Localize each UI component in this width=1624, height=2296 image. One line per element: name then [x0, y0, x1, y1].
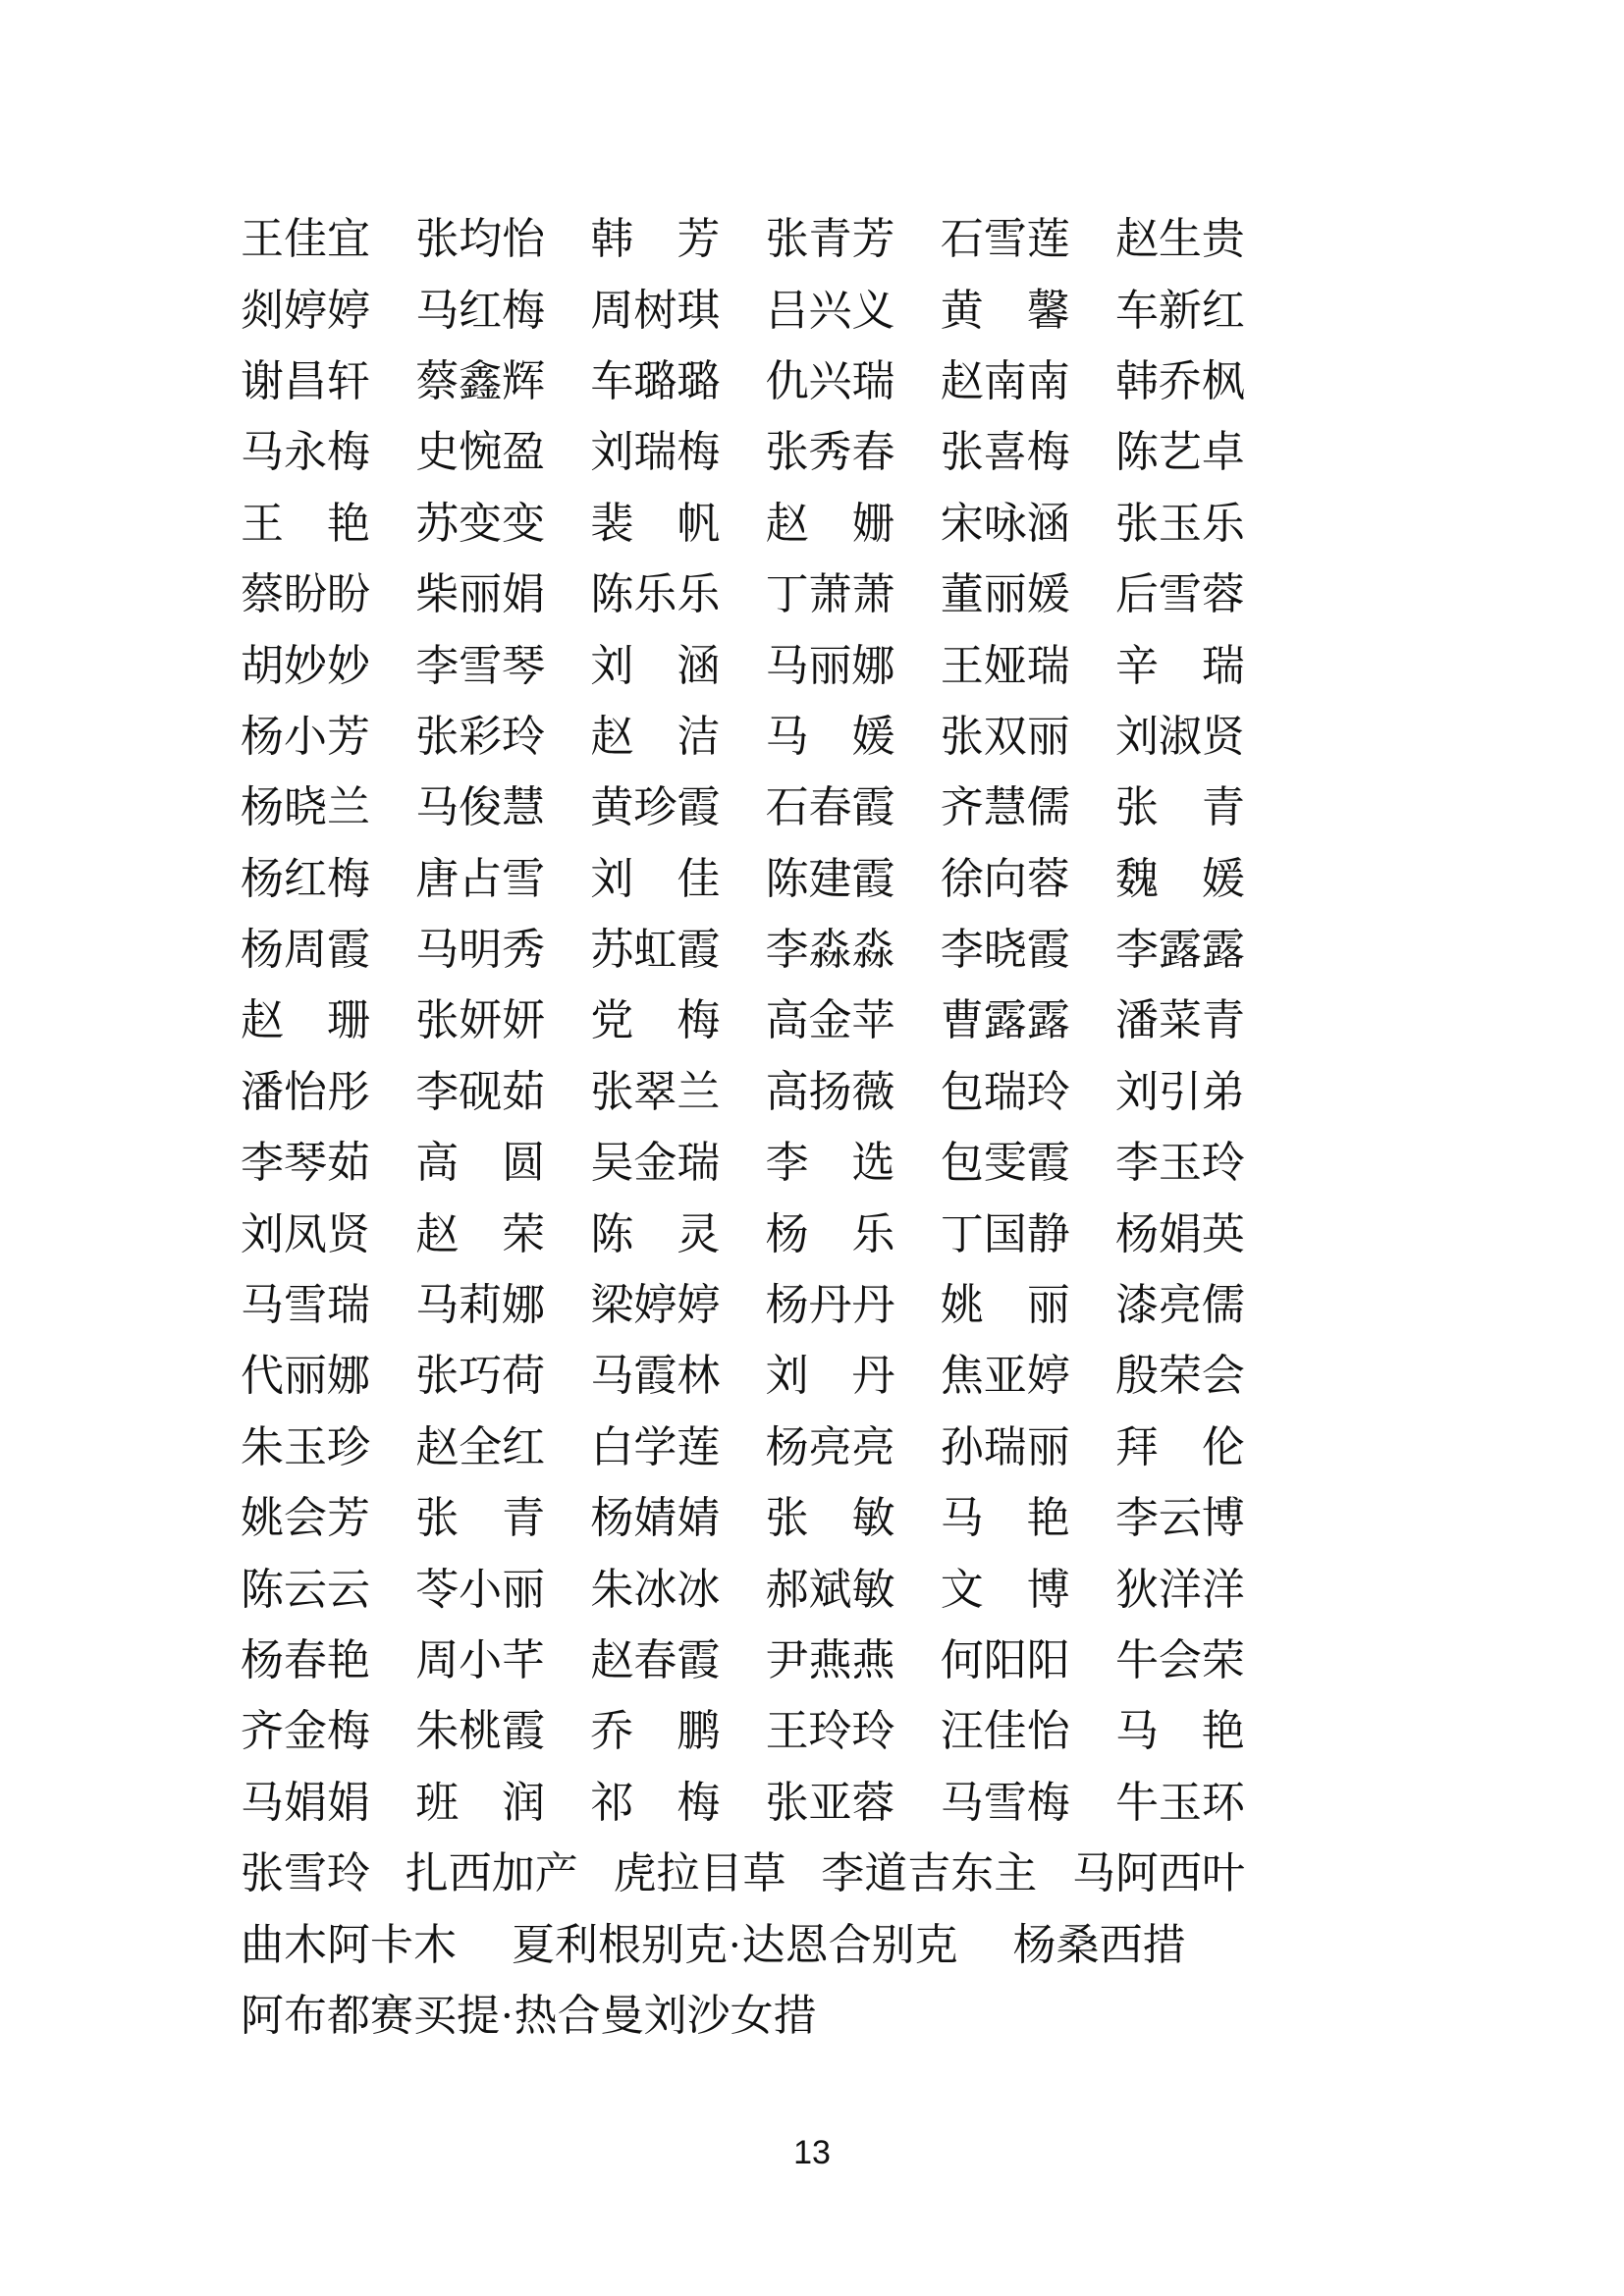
name-cell: 李道吉东主: [821, 1849, 1038, 1898]
name-cell: 孙瑞丽: [940, 1422, 1070, 1471]
name-cell: 杨 乐: [765, 1209, 895, 1258]
name-cell: 韩乔枫: [1114, 356, 1245, 405]
name-cell: 马霞林: [590, 1352, 721, 1401]
name-cell: 苏虹霞: [590, 926, 721, 975]
name-cell: 马红梅: [415, 286, 546, 335]
names-grid: [241, 204, 1245, 1839]
grid-row: [241, 347, 1245, 417]
name-cell: 陈建霞: [765, 854, 895, 903]
name-cell: 狄洋洋: [1114, 1565, 1245, 1614]
name-cell: 赵 荣: [415, 1209, 546, 1258]
name-cell: 刘 涵: [590, 641, 721, 690]
name-cell: 杨周霞: [241, 926, 370, 975]
name-cell: 史惋盈: [415, 428, 546, 477]
wide-row: [241, 1981, 1245, 2052]
grid-row: [241, 630, 1245, 701]
name-cell: 周树琪: [590, 286, 721, 335]
name-cell: 尹燕燕: [765, 1636, 895, 1684]
name-cell: 赵南南: [940, 356, 1070, 405]
name-cell: 拜 伦: [1114, 1422, 1245, 1471]
grid-row: [241, 275, 1245, 346]
name-cell: 赵 珊: [241, 996, 370, 1045]
name-cell: 何阳阳: [940, 1636, 1070, 1684]
name-cell: 马俊慧: [415, 783, 546, 832]
name-cell: 李露露: [1114, 926, 1245, 975]
name-cell: 马雪梅: [940, 1778, 1070, 1827]
name-cell: 牛玉环: [1114, 1778, 1245, 1827]
name-cell: 魏 媛: [1114, 854, 1245, 903]
name-cell: 陈艺卓: [1114, 428, 1245, 477]
name-cell: 张彩玲: [415, 712, 546, 761]
name-cell: 朱桃霞: [415, 1707, 546, 1756]
name-cell: 潘怡彤: [241, 1067, 370, 1116]
wide-row: [241, 1909, 1245, 1980]
name-cell: 齐金梅: [241, 1707, 370, 1756]
name-cell: 李砚茹: [415, 1067, 546, 1116]
name-cell: 刘凤贤: [241, 1209, 370, 1258]
name-cell: 徐向蓉: [940, 854, 1070, 903]
name-cell: 李雪琴: [415, 641, 546, 690]
name-cell: 柴丽娟: [415, 570, 546, 619]
grid-row: [241, 1483, 1245, 1554]
name-cell: 张喜梅: [940, 428, 1070, 477]
name-cell: 谢昌轩: [241, 356, 370, 405]
name-cell: 刘 佳: [590, 854, 721, 903]
grid-row: [241, 1768, 1245, 1839]
name-cell: 高金苹: [765, 996, 895, 1045]
grid-row: [241, 915, 1245, 986]
grid-row: [241, 1413, 1245, 1483]
name-cell: 丁国静: [940, 1209, 1070, 1258]
name-cell: 陈云云: [241, 1565, 370, 1614]
name-cell: 王娅瑞: [940, 641, 1070, 690]
name-cell: 赵生贵: [1114, 215, 1245, 264]
name-cell: 曹露露: [940, 996, 1070, 1045]
name-cell: 李晓霞: [940, 926, 1070, 975]
name-cell: 苓小丽: [415, 1565, 546, 1614]
name-cell: 祁 梅: [590, 1778, 721, 1827]
name-cell: 漆亮儒: [1114, 1281, 1245, 1330]
name-cell: 张翠兰: [590, 1067, 721, 1116]
grid-row: [241, 1554, 1245, 1625]
name-cell: 黄珍霞: [590, 783, 721, 832]
name-cell: 马明秀: [415, 926, 546, 975]
name-cell: 张双丽: [940, 712, 1070, 761]
name-cell: 文 博: [940, 1565, 1070, 1614]
name-cell: 赵 洁: [590, 712, 721, 761]
name-cell: 代丽娜: [241, 1352, 370, 1401]
grid-row: [241, 1057, 1245, 1128]
name-cell: 杨小芳: [241, 712, 370, 761]
name-cell: 齐慧儒: [940, 783, 1070, 832]
name-cell: 杨娟英: [1114, 1209, 1245, 1258]
name-cell: 辛 瑞: [1114, 641, 1245, 690]
name-cell: 马娟娟: [241, 1778, 370, 1827]
name-cell: 杨丹丹: [765, 1281, 895, 1330]
name-cell: 白学莲: [590, 1422, 721, 1471]
name-cell: 唐占雪: [415, 854, 546, 903]
name-cell: 石春霞: [765, 783, 895, 832]
name-cell: 刘瑞梅: [590, 428, 721, 477]
grid-row: [241, 702, 1245, 773]
name-cell: 高 圆: [415, 1139, 546, 1188]
name-cell: 阿布都赛买提·热合曼刘沙女措: [241, 1991, 817, 2040]
wide-row: [241, 1839, 1245, 1909]
name-cell: 马 艳: [1114, 1707, 1245, 1756]
name-cell: 李淼淼: [765, 926, 895, 975]
name-cell: 高扬薇: [765, 1067, 895, 1116]
name-cell: 李玉玲: [1114, 1139, 1245, 1188]
grid-row: [241, 1626, 1245, 1696]
name-cell: 刘淑贤: [1114, 712, 1245, 761]
names-wide-rows: [241, 1839, 1245, 2052]
name-cell: 杨红梅: [241, 854, 370, 903]
name-cell: 马永梅: [241, 428, 370, 477]
name-cell: 赵春霞: [590, 1636, 721, 1684]
name-cell: 后雪蓉: [1114, 570, 1245, 619]
name-cell: 姚 丽: [940, 1281, 1070, 1330]
name-cell: 郝斌敏: [765, 1565, 895, 1614]
grid-row: [241, 489, 1245, 560]
name-cell: 党 梅: [590, 996, 721, 1045]
grid-row: [241, 1199, 1245, 1269]
name-cell: 姚会芳: [241, 1494, 370, 1543]
name-cell: 裴 帆: [590, 499, 721, 548]
name-cell: 张 青: [1114, 783, 1245, 832]
name-cell: 黄 馨: [940, 286, 1070, 335]
name-cell: 朱冰冰: [590, 1565, 721, 1614]
name-cell: 李琴茹: [241, 1139, 370, 1188]
name-cell: 张巧荷: [415, 1352, 546, 1401]
name-cell: 丁萧萧: [765, 570, 895, 619]
name-cell: 张秀春: [765, 428, 895, 477]
name-cell: 扎西加产: [405, 1849, 578, 1898]
grid-row: [241, 560, 1245, 630]
name-cell: 宋咏涵: [940, 499, 1070, 548]
grid-row: [241, 204, 1245, 275]
name-cell: 吴金瑞: [590, 1139, 721, 1188]
page-number: 13: [793, 2134, 831, 2171]
name-cell: 石雪莲: [940, 215, 1070, 264]
name-cell: 张妍妍: [415, 996, 546, 1045]
name-cell: 车新红: [1114, 286, 1245, 335]
name-cell: 周小芊: [415, 1636, 546, 1684]
name-cell: 杨晓兰: [241, 783, 370, 832]
name-cell: 马 媛: [765, 712, 895, 761]
grid-row: [241, 1341, 1245, 1412]
grid-row: [241, 844, 1245, 915]
grid-row: [241, 773, 1245, 843]
name-cell: 张亚蓉: [765, 1778, 895, 1827]
name-cell: 剡婷婷: [241, 286, 370, 335]
name-cell: 乔 鹏: [590, 1707, 721, 1756]
name-cell: 韩 芳: [590, 215, 721, 264]
name-cell: 赵 姗: [765, 499, 895, 548]
page-footer: [0, 2136, 1624, 2169]
name-cell: 马莉娜: [415, 1281, 546, 1330]
name-cell: 陈乐乐: [590, 570, 721, 619]
grid-row: [241, 1128, 1245, 1199]
name-cell: 杨亮亮: [765, 1422, 895, 1471]
name-cell: 吕兴义: [765, 286, 895, 335]
name-cell: 王玲玲: [765, 1707, 895, 1756]
name-cell: 仇兴瑞: [765, 356, 895, 405]
name-cell: 蔡盼盼: [241, 570, 370, 619]
grid-row: [241, 1270, 1245, 1341]
name-cell: 曲木阿卡木: [241, 1920, 457, 1969]
name-cell: 张玉乐: [1114, 499, 1245, 548]
name-cell: 包雯霞: [940, 1139, 1070, 1188]
name-cell: 殷荣会: [1114, 1352, 1245, 1401]
name-cell: 车璐璐: [590, 356, 721, 405]
name-cell: 马阿西叶: [1072, 1849, 1245, 1898]
name-cell: 夏利根别克·达恩合别克: [512, 1920, 958, 1969]
name-cell: 汪佳怡: [940, 1707, 1070, 1756]
name-cell: 刘 丹: [765, 1352, 895, 1401]
name-cell: 赵全红: [415, 1422, 546, 1471]
name-cell: 张 敏: [765, 1494, 895, 1543]
name-cell: 虎拉目草: [613, 1849, 786, 1898]
name-cell: 胡妙妙: [241, 641, 370, 690]
grid-row: [241, 1696, 1245, 1767]
name-cell: 李 选: [765, 1139, 895, 1188]
name-cell: 潘菜青: [1114, 996, 1245, 1045]
name-cell: 包瑞玲: [940, 1067, 1070, 1116]
name-cell: 马雪瑞: [241, 1281, 370, 1330]
name-cell: 杨春艳: [241, 1636, 370, 1684]
name-cell: 蔡鑫辉: [415, 356, 546, 405]
name-cell: 苏变变: [415, 499, 546, 548]
name-cell: 李云博: [1114, 1494, 1245, 1543]
name-cell: 刘引弟: [1114, 1067, 1245, 1116]
name-cell: 焦亚婷: [940, 1352, 1070, 1401]
name-cell: 张均怡: [415, 215, 546, 264]
name-cell: 张 青: [415, 1494, 546, 1543]
name-cell: 班 润: [415, 1778, 546, 1827]
name-cell: 杨桑西措: [1012, 1920, 1186, 1969]
name-cell: 张青芳: [765, 215, 895, 264]
names-text-block: [241, 204, 1245, 2052]
name-cell: 张雪玲: [241, 1849, 370, 1898]
name-cell: 王 艳: [241, 499, 370, 548]
name-cell: 马丽娜: [765, 641, 895, 690]
name-cell: 马 艳: [940, 1494, 1070, 1543]
name-cell: 朱玉珍: [241, 1422, 370, 1471]
name-cell: 杨婧婧: [590, 1494, 721, 1543]
name-cell: 牛会荣: [1114, 1636, 1245, 1684]
name-cell: 梁婷婷: [590, 1281, 721, 1330]
name-cell: 陈 灵: [590, 1209, 721, 1258]
name-cell: 王佳宜: [241, 215, 370, 264]
grid-row: [241, 417, 1245, 488]
name-cell: 董丽媛: [940, 570, 1070, 619]
grid-row: [241, 986, 1245, 1056]
